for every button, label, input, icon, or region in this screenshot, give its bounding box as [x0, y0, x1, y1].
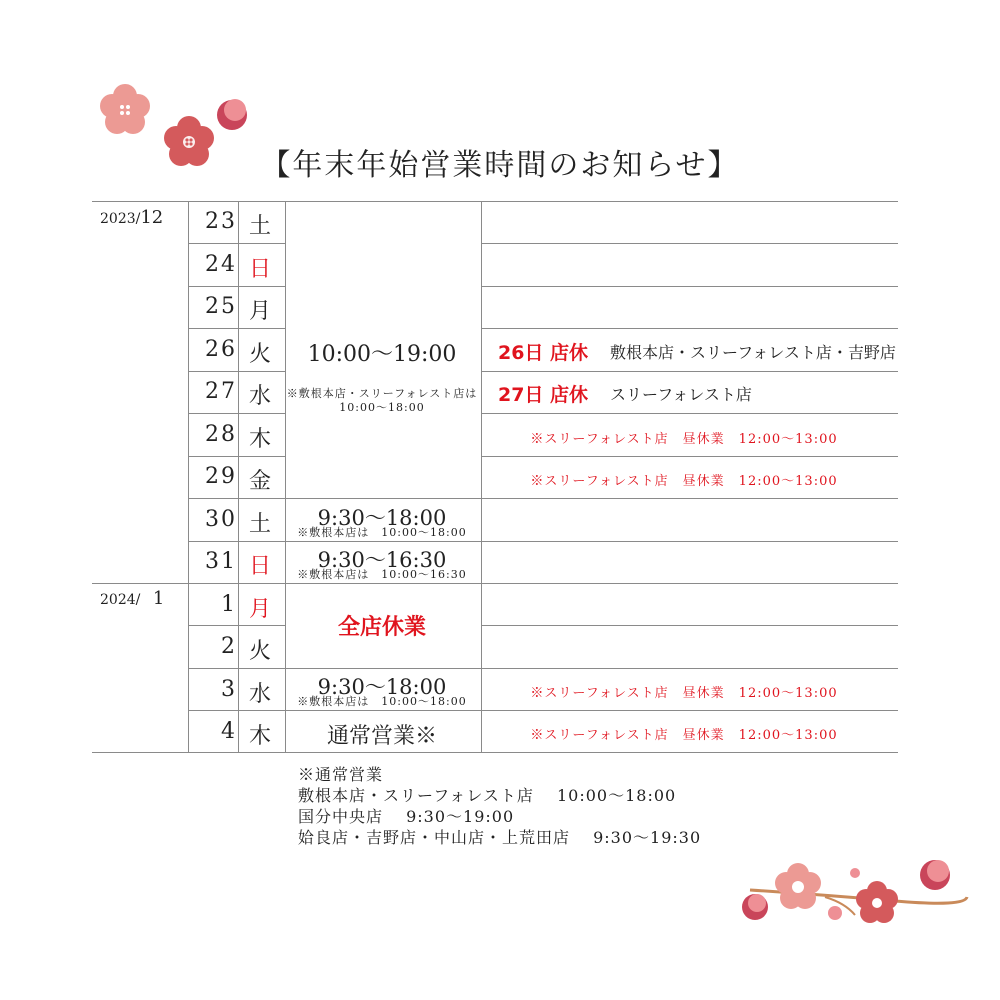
table-divider	[482, 413, 898, 414]
table-divider	[188, 541, 898, 542]
hours-jan3-note: ※敷根本店は 10:00～18:00	[297, 695, 467, 708]
month-label-2024-1	[100, 588, 164, 609]
weekday: 木	[248, 724, 271, 749]
plum-blossom-icon	[775, 863, 821, 909]
day-number: 2	[221, 634, 237, 659]
year-text: 2024/	[100, 592, 141, 608]
plum-blossom-icon	[100, 84, 150, 134]
hours-dec23-29-note-time: 10:00～18:00	[339, 401, 425, 414]
weekday: 水	[248, 384, 271, 409]
table-divider	[188, 201, 189, 752]
weekday: 火	[248, 639, 271, 664]
hours-dec23-29-note: ※敷根本店・スリーフォレスト店は	[286, 387, 478, 400]
table-divider	[188, 371, 286, 372]
table-divider	[188, 625, 286, 626]
table-divider	[188, 286, 286, 287]
table-divider	[188, 456, 286, 457]
table-divider	[482, 456, 898, 457]
year-text: 2023/	[100, 211, 141, 227]
table-divider	[188, 668, 898, 669]
table-divider	[482, 243, 898, 244]
hours-dec31-note: ※敷根本店は 10:00～16:30	[297, 568, 467, 581]
weekday: 火	[248, 342, 271, 367]
hours-jan3: 9:30～18:00	[317, 675, 447, 699]
table-divider	[188, 413, 286, 414]
table-divider	[285, 201, 286, 752]
lunch-break-note: ※スリーフォレスト店 昼休業 12:00～13:00	[530, 474, 838, 489]
day-number: 3	[221, 677, 237, 702]
weekday: 土	[248, 214, 271, 239]
day-number: 23	[205, 209, 237, 234]
weekday-holiday: 月	[248, 597, 271, 622]
regular-hours-footnote	[298, 764, 701, 848]
closure-stores-27: スリーフォレスト店	[610, 385, 752, 404]
table-divider	[188, 498, 898, 499]
day-number: 25	[205, 294, 237, 319]
weekday-holiday: 日	[248, 257, 271, 282]
table-divider	[482, 625, 898, 626]
hours-jan4: 通常営業※	[326, 724, 437, 749]
hours-dec31: 9:30～16:30	[317, 548, 447, 572]
lunch-break-note: ※スリーフォレスト店 昼休業 12:00～13:00	[530, 728, 838, 743]
month-label-2023-12	[100, 207, 163, 228]
day-number: 4	[221, 719, 237, 744]
weekday: 土	[248, 512, 271, 537]
footnote-line: 敷根本店・スリーフォレスト店 10:00～18:00	[298, 786, 677, 805]
table-divider	[482, 371, 898, 372]
lunch-break-note: ※スリーフォレスト店 昼休業 12:00～13:00	[530, 432, 838, 447]
table-divider	[92, 583, 898, 584]
day-number: 29	[205, 464, 237, 489]
weekday: 月	[248, 299, 271, 324]
closure-stores-26: 敷根本店・スリーフォレスト店・吉野店	[610, 343, 896, 362]
hours-dec23-29: 10:00～19:00	[307, 342, 457, 367]
page-title: 【年末年始営業時間のお知らせ】	[260, 148, 740, 183]
closed-all-stores: 全店休業	[337, 615, 426, 640]
hours-dec30-note: ※敷根本店は 10:00～18:00	[297, 526, 467, 539]
day-number: 28	[205, 422, 237, 447]
table-divider	[188, 243, 286, 244]
day-number: 24	[205, 252, 237, 277]
weekday-holiday: 日	[248, 554, 271, 579]
plum-blossom-icon	[856, 881, 898, 923]
closure-note-27: 27日 店休	[498, 384, 589, 406]
day-number: 1	[221, 592, 237, 617]
day-number: 26	[205, 337, 237, 362]
hours-dec30: 9:30～18:00	[317, 506, 447, 530]
table-divider	[482, 286, 898, 287]
footnote-heading: ※通常営業	[298, 765, 384, 784]
table-divider	[188, 710, 898, 711]
weekday: 金	[248, 469, 271, 494]
table-divider	[92, 752, 898, 753]
day-number: 30	[205, 507, 237, 532]
weekday: 水	[248, 682, 271, 707]
month-text: 12	[140, 207, 164, 228]
lunch-break-note: ※スリーフォレスト店 昼休業 12:00～13:00	[530, 686, 838, 701]
footnote-line: 姶良店・吉野店・中山店・上荒田店 9:30～19:30	[298, 828, 702, 847]
closure-note-26: 26日 店休	[498, 342, 589, 364]
footnote-line: 国分中央店 9:30～19:00	[298, 807, 515, 826]
day-number: 27	[205, 379, 237, 404]
weekday: 木	[248, 427, 271, 452]
table-divider	[482, 328, 898, 329]
plum-bud-icon	[742, 860, 950, 920]
day-number: 31	[205, 549, 237, 574]
table-divider	[481, 201, 482, 752]
table-divider	[188, 328, 286, 329]
table-divider	[92, 201, 898, 202]
month-text: 1	[152, 588, 165, 609]
plum-bud-icon	[217, 99, 247, 130]
plum-branch-decoration-bottom	[735, 855, 970, 935]
